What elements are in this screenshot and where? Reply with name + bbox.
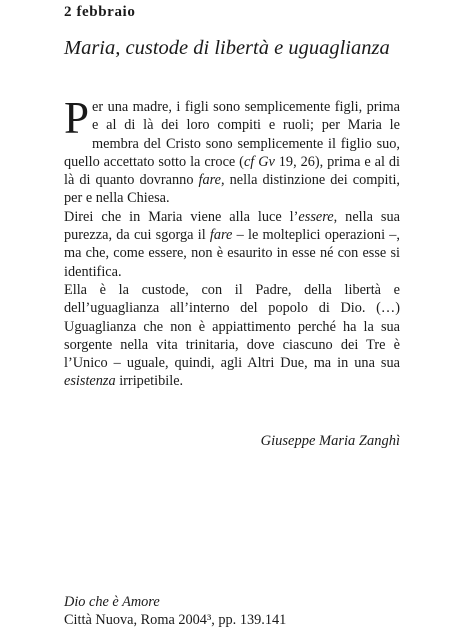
text-span: Ella è la custode, con il Padre, della libertà e dell’uguaglianza all’interno del popolo di Dio. (…) Uguaglianza che non è appiattimento perché ha la sua sorgente nella vita trinitaria, dove ciascuno dei Tre è l’Unico – uguale, quindi, agli Altri Due, ma in una sua — [64, 281, 400, 372]
emphasis-span: esistenza — [64, 373, 116, 390]
emphasis-span: fare — [198, 172, 222, 189]
body-text — [64, 93, 400, 391]
source-citation — [64, 593, 286, 629]
text-span: irripetibile. — [115, 373, 184, 390]
source-publisher: Città Nuova, Roma 2004³, pp. 139.141 — [64, 612, 287, 628]
paragraph — [64, 93, 400, 208]
text-span: er una madre, i figli sono semplicemente figli, prima e al di là dei loro compiti e ruoli; per Maria le membra del Cristo sono semplicemente il figlio suo, quello accettato sotto la croce ( — [64, 99, 400, 170]
author-signature: Giuseppe Maria Zanghì — [260, 433, 400, 449]
text-span: , nella sua purezza, da cui sgorga il — [64, 208, 400, 244]
reference-span: cf Gv — [243, 153, 275, 170]
entry-date: 2 febbraio — [64, 4, 136, 20]
text-span: , nella distinzione dei compiti, per e nella Chiesa. — [64, 172, 400, 207]
drop-cap: P — [64, 93, 90, 143]
text-span: Direi che in Maria viene alla luce l’ — [64, 208, 299, 225]
paragraph — [64, 281, 400, 391]
text-span: 19, 26), prima e al di là di quanto dovranno — [64, 153, 400, 189]
emphasis-span: fare — [209, 227, 233, 244]
paragraph — [64, 208, 400, 281]
text-span: – le molteplici operazioni –, ma che, come essere, non è esaurito in esse né con esse si identifica. — [64, 227, 400, 280]
source-book-title: Dio che è Amore — [64, 594, 160, 610]
entry-title: Maria, custode di libertà e uguaglianza — [64, 37, 390, 59]
emphasis-span: essere — [298, 208, 334, 225]
